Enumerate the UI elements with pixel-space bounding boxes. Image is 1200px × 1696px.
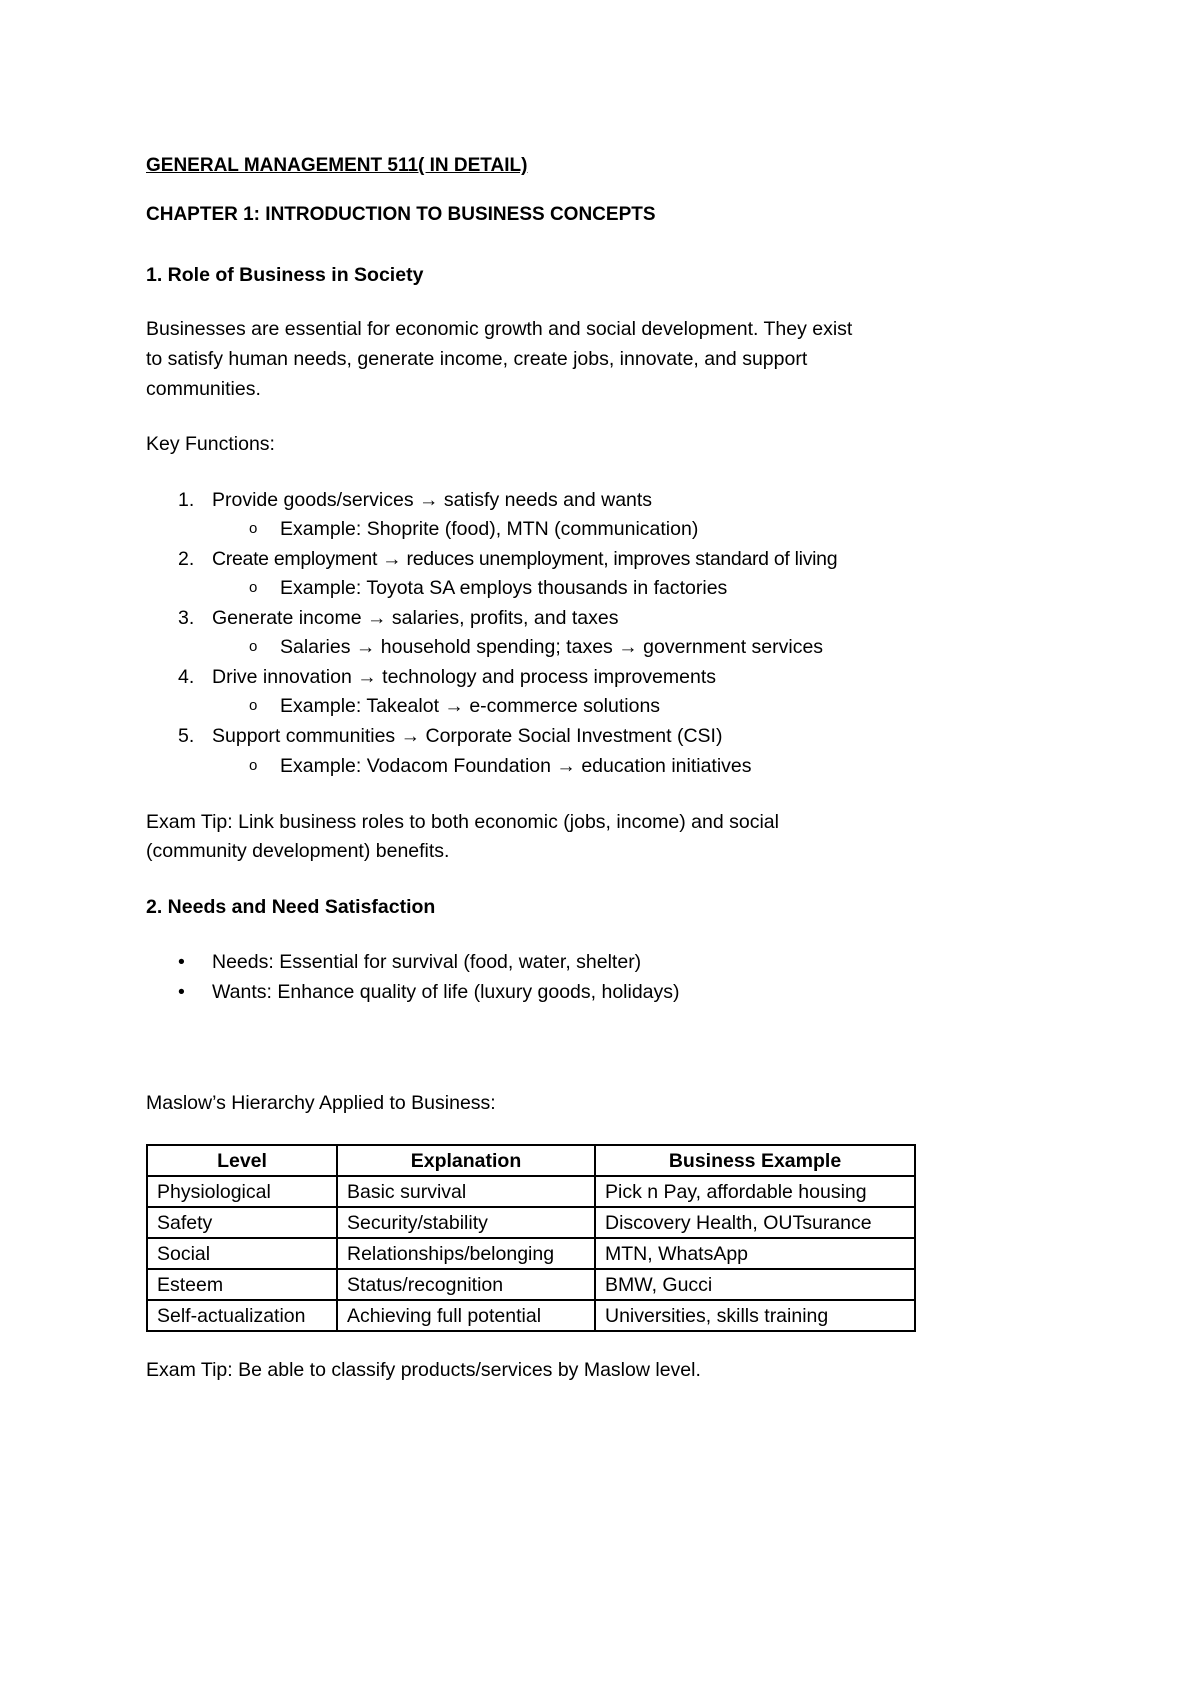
- document-title: GENERAL MANAGEMENT 511( IN DETAIL): [146, 155, 528, 176]
- table-header-row: [147, 1145, 915, 1176]
- table-row: [147, 1207, 915, 1238]
- table-cell: Basic survival: [337, 1176, 595, 1207]
- sub-bullet-marker: o: [249, 697, 258, 714]
- column-header: Level: [147, 1145, 337, 1176]
- exam-tip: Exam Tip: Link business roles to both economic (jobs, income) and social: [146, 811, 779, 833]
- list-number: 2.: [178, 548, 195, 570]
- table-cell: Security/stability: [337, 1207, 595, 1238]
- sub-list-item: Example: Takealot → e-commerce solutions: [280, 695, 661, 717]
- table-cell: Esteem: [147, 1269, 337, 1300]
- sub-list-item: Example: Vodacom Foundation → education initiatives: [280, 755, 752, 777]
- table-cell: Achieving full potential: [337, 1300, 595, 1331]
- table-row: [147, 1176, 915, 1207]
- sub-list-item: Example: Shoprite (food), MTN (communication): [280, 518, 699, 540]
- maslow-table: [146, 1144, 916, 1332]
- list-item: Generate income → salaries, profits, and taxes: [212, 607, 619, 629]
- chapter-heading: CHAPTER 1: INTRODUCTION TO BUSINESS CONCEPTS: [146, 204, 656, 225]
- sub-bullet-marker: o: [249, 579, 258, 596]
- table-cell: Relationships/belonging: [337, 1238, 595, 1269]
- bullet-icon: •: [178, 981, 185, 1003]
- sub-bullet-marker: o: [249, 638, 258, 655]
- exam-tip: Exam Tip: Be able to classify products/services by Maslow level.: [146, 1359, 701, 1381]
- table-row: [147, 1269, 915, 1300]
- sub-bullet-marker: o: [249, 757, 258, 774]
- table-cell: Discovery Health, OUTsurance: [595, 1207, 915, 1238]
- bullet-icon: •: [178, 951, 185, 973]
- paragraph-line: communities.: [146, 378, 261, 400]
- table-row: [147, 1300, 915, 1331]
- maslow-label: Maslow’s Hierarchy Applied to Business:: [146, 1092, 496, 1114]
- table-cell: Social: [147, 1238, 337, 1269]
- list-number: 5.: [178, 725, 195, 747]
- table-cell: Universities, skills training: [595, 1300, 915, 1331]
- table-cell: Status/recognition: [337, 1269, 595, 1300]
- table-cell: Pick n Pay, affordable housing: [595, 1176, 915, 1207]
- column-header: Business Example: [595, 1145, 915, 1176]
- table-cell: MTN, WhatsApp: [595, 1238, 915, 1269]
- bullet-item: Needs: Essential for survival (food, water, shelter): [212, 951, 642, 973]
- bullet-item: Wants: Enhance quality of life (luxury goods, holidays): [212, 981, 680, 1003]
- exam-tip: (community development) benefits.: [146, 840, 450, 862]
- paragraph-line: to satisfy human needs, generate income, create jobs, innovate, and support: [146, 348, 808, 370]
- sub-list-item: Example: Toyota SA employs thousands in factories: [280, 577, 728, 599]
- key-functions-label: Key Functions:: [146, 433, 275, 455]
- list-number: 3.: [178, 607, 195, 629]
- list-item: Drive innovation → technology and process improvements: [212, 666, 717, 688]
- list-number: 4.: [178, 666, 195, 688]
- sub-bullet-marker: o: [249, 520, 258, 537]
- table-cell: Self-actualization: [147, 1300, 337, 1331]
- list-item: Support communities → Corporate Social Investment (CSI): [212, 725, 723, 747]
- section-heading: 1. Role of Business in Society: [146, 264, 424, 286]
- paragraph-line: Businesses are essential for economic growth and social development. They exist: [146, 318, 853, 340]
- section-heading: 2. Needs and Need Satisfaction: [146, 896, 436, 918]
- table-cell: Safety: [147, 1207, 337, 1238]
- table-row: [147, 1238, 915, 1269]
- table-cell: BMW, Gucci: [595, 1269, 915, 1300]
- list-number: 1.: [178, 489, 195, 511]
- list-item: Provide goods/services → satisfy needs and wants: [212, 489, 653, 511]
- sub-list-item: Salaries → household spending; taxes → government services: [280, 636, 824, 658]
- column-header: Explanation: [337, 1145, 595, 1176]
- list-item: Create employment → reduces unemployment, improves standard of living: [212, 548, 838, 570]
- table-cell: Physiological: [147, 1176, 337, 1207]
